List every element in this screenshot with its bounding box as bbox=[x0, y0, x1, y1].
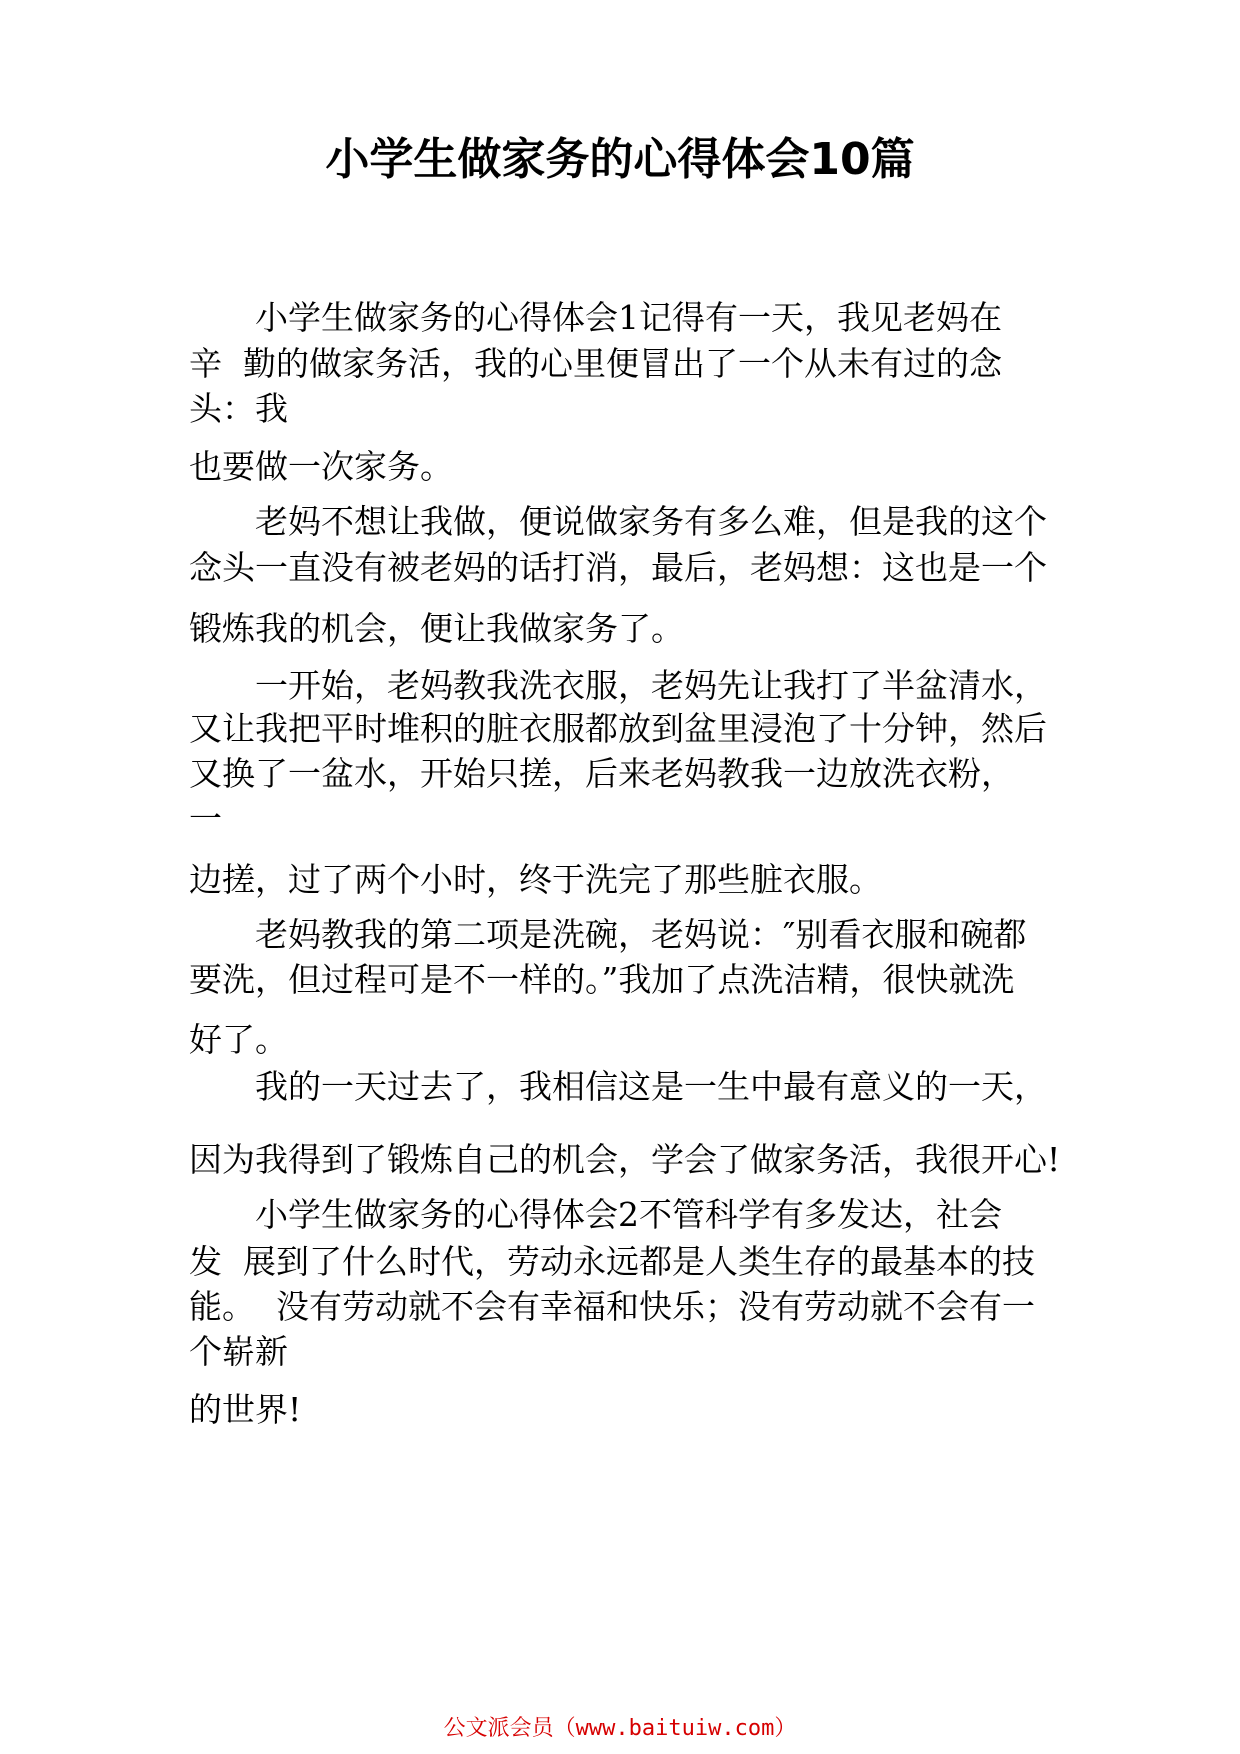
paragraph-line: 小学生做家务的心得体会1记得有一天，我见老妈在 bbox=[255, 298, 1002, 337]
paragraph-line: 因为我得到了锻炼自己的机会，学会了做家务活，我很开心! bbox=[189, 1140, 1061, 1179]
paragraph-line: 要洗，但过程可是不一样的。”我加了点洗洁精，很快就洗 bbox=[189, 960, 1015, 999]
paragraph-line: 能。 没有劳动就不会有幸福和快乐；没有劳动就不会有一 bbox=[189, 1287, 1035, 1326]
paragraph-line: 也要做一次家务。 bbox=[189, 447, 453, 486]
page-footer-watermark: 公文派会员（www.baituiw.com） bbox=[443, 1716, 797, 1741]
paragraph-line: 老妈教我的第二项是洗碗，老妈说：″别看衣服和碗都 bbox=[255, 915, 1027, 954]
paragraph-line: 的世界! bbox=[189, 1390, 302, 1429]
paragraph-line: 一开始，老妈教我洗衣服，老妈先让我打了半盆清水， bbox=[255, 666, 1047, 705]
paragraph-line: 个崭新 bbox=[189, 1332, 288, 1371]
paragraph-line: 我的一天过去了，我相信这是一生中最有意义的一天， bbox=[255, 1067, 1047, 1106]
paragraph-line: 发 展到了什么时代，劳动永远都是人类生存的最基本的技 bbox=[189, 1242, 1035, 1281]
paragraph-line: 边搓，过了两个小时，终于洗完了那些脏衣服。 bbox=[189, 860, 882, 899]
paragraph-line: 念头一直没有被老妈的话打消，最后，老妈想：这也是一个 bbox=[189, 548, 1047, 587]
paragraph-line: 又让我把平时堆积的脏衣服都放到盆里浸泡了十分钟，然后 bbox=[189, 709, 1047, 748]
paragraph-line: 小学生做家务的心得体会2不管科学有多发达，社会 bbox=[255, 1195, 1002, 1234]
paragraph-line: 好了。 bbox=[189, 1020, 288, 1059]
paragraph-line: 辛 勤的做家务活，我的心里便冒出了一个从未有过的念 bbox=[189, 344, 1002, 383]
document-title: 小学生做家务的心得体会10篇 bbox=[325, 134, 915, 185]
paragraph-line: 一 bbox=[189, 799, 222, 838]
paragraph-line: 锻炼我的机会，便让我做家务了。 bbox=[189, 609, 684, 648]
paragraph-line: 老妈不想让我做，便说做家务有多么难，但是我的这个 bbox=[255, 502, 1047, 541]
paragraph-line: 头：我 bbox=[189, 389, 288, 428]
paragraph-line: 又换了一盆水，开始只搓，后来老妈教我一边放洗衣粉， bbox=[189, 754, 1014, 793]
